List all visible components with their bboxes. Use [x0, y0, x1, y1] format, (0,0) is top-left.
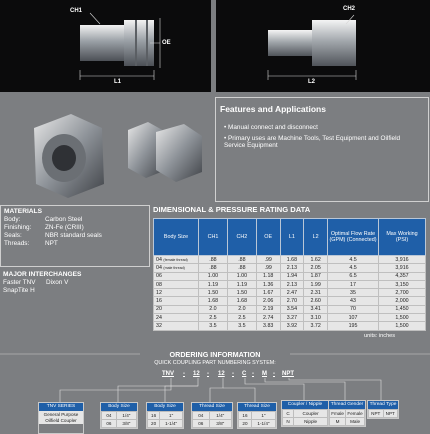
- col-header: L2: [304, 219, 328, 256]
- cell-flow: 195: [328, 322, 379, 330]
- cell-l1: 3.27: [280, 314, 304, 322]
- cell-ch2: 2.5: [227, 314, 256, 322]
- thread-size-box: Thread Size 04 1/4" 06 3/8": [191, 402, 233, 429]
- cell-ch2: 1.50: [227, 289, 256, 297]
- thread-note: (male thread): [163, 265, 185, 270]
- callout-ch1: CH1: [70, 8, 83, 14]
- cell-l2: 2.05: [304, 264, 328, 272]
- pn-sep: -: [232, 371, 234, 377]
- part-number-thread-type: NPT: [282, 371, 294, 377]
- series-box: TNV SERIES General Purpose Oilfield Coupler: [38, 402, 84, 434]
- col-header: L1: [280, 219, 304, 256]
- cell-psi: 1,500: [379, 322, 426, 330]
- coupler-drawing: [0, 0, 211, 92]
- table-row: [154, 272, 426, 280]
- thread-gender-box: Thread Gender Fmale Female M Male: [328, 400, 366, 427]
- cell-oe: 2.74: [256, 314, 280, 322]
- cell-l1: 2.47: [280, 289, 304, 297]
- series-description: General Purpose Oilfield Coupler: [39, 411, 83, 424]
- part-number-body-size: 12: [193, 371, 200, 377]
- cell-l1: 2.13: [280, 280, 304, 288]
- material-row: Seals: NBR standard seals: [4, 232, 102, 239]
- cell-l1: 2.13: [280, 264, 304, 272]
- col-header: Optimal Flow Rate (GPM) (Connected): [328, 219, 379, 256]
- body-size-box: Body Size 04 1/4" 06 3/8": [100, 402, 138, 429]
- col-header: CH1: [199, 219, 228, 256]
- cell-psi: 1,450: [379, 305, 426, 313]
- cell-ch1: 2.5: [199, 314, 228, 322]
- material-row: Body: Carbon Steel: [4, 216, 83, 223]
- cell-l2: 1.62: [304, 256, 328, 264]
- units-note: units: inches: [364, 333, 396, 339]
- dimension-table: [153, 218, 426, 331]
- cell-ch2: 3.5: [227, 322, 256, 330]
- cell-flow: 35: [328, 289, 379, 297]
- cell-ch2: 1.19: [227, 280, 256, 288]
- part-number-series: TNV: [162, 371, 174, 377]
- callout-oe: OE: [162, 40, 171, 46]
- part-number-thread-size: 12: [218, 371, 225, 377]
- cell-flow: 4.5: [328, 256, 379, 264]
- dimension-table-title: DIMENSIONAL & PRESSURE RATING DATA: [153, 205, 311, 214]
- table-row: [154, 314, 426, 322]
- assembly-drawing: [16, 98, 208, 202]
- col-header: Max Working (PSI): [379, 219, 426, 256]
- product-assembly-photo: [16, 98, 208, 202]
- cell-flow: 6.5: [328, 272, 379, 280]
- cell-flow: 17: [328, 280, 379, 288]
- pn-sep: -: [273, 371, 275, 377]
- pn-sep: -: [207, 371, 209, 377]
- feature-item: • Manual connect and disconnect: [224, 124, 318, 131]
- coupler-photo: [0, 0, 211, 92]
- features-title: Features and Applications: [220, 104, 326, 114]
- features-panel: [215, 97, 429, 202]
- cell-psi: 3,916: [379, 264, 426, 272]
- materials-panel: [0, 205, 150, 340]
- interchange-row: SnapTite H: [3, 287, 35, 294]
- table-row: [154, 297, 426, 305]
- cell-flow: 4.5: [328, 264, 379, 272]
- nipple-stem: [268, 30, 312, 56]
- body-size-cell: 20: [154, 305, 199, 313]
- cell-psi: 3,916: [379, 256, 426, 264]
- table-header-row: [154, 219, 426, 256]
- cell-l1: 3.92: [280, 322, 304, 330]
- cell-l1: 2.70: [280, 297, 304, 305]
- cell-oe: 1.36: [256, 280, 280, 288]
- body-size-cell: 32: [154, 322, 199, 330]
- cell-oe: 1.18: [256, 272, 280, 280]
- cell-psi: 3,150: [379, 280, 426, 288]
- ordering-subtitle: QUICK COUPLING PART NUMBERING SYSTEM:: [154, 360, 276, 366]
- cell-ch2: 1.00: [227, 272, 256, 280]
- pn-sep: -: [252, 371, 254, 377]
- col-header: Body Size: [154, 219, 199, 256]
- cell-ch1: 1.50: [199, 289, 228, 297]
- col-header: OE: [256, 219, 280, 256]
- table-row: [154, 264, 426, 272]
- cell-ch2: 2.0: [227, 305, 256, 313]
- cell-ch1: 1.19: [199, 280, 228, 288]
- cell-psi: 2,000: [379, 297, 426, 305]
- feature-item: • Primary uses are Machine Tools, Test Equipment and Oilfield Service Equipment: [224, 134, 401, 150]
- cell-flow: 70: [328, 305, 379, 313]
- body-size-cell: 08: [154, 280, 199, 288]
- interchange-row: Faster TNV Dixon V: [3, 279, 69, 286]
- cell-ch1: 1.00: [199, 272, 228, 280]
- table-row: [154, 280, 426, 288]
- cell-l2: 2.31: [304, 289, 328, 297]
- material-row: Finishing: ZN-Fe (CRIII): [4, 224, 84, 231]
- part-number-type: C: [242, 371, 247, 377]
- coupler-hex: [80, 25, 124, 61]
- cell-psi: 2,700: [379, 289, 426, 297]
- nipple-photo: [216, 0, 430, 92]
- nipple-drawing: [216, 0, 430, 92]
- cell-oe: 3.83: [256, 322, 280, 330]
- cell-l1: 1.68: [280, 256, 304, 264]
- cell-psi: 4,357: [379, 272, 426, 280]
- cell-l2: 1.87: [304, 272, 328, 280]
- ordering-title: ORDERING INFORMATION: [169, 350, 261, 359]
- thread-size-box-2: Thread Size 16 1" 20 1-1/4": [237, 402, 277, 429]
- coupler-nipple-box: Coupler / Nipple C Coupler N Nipple: [281, 400, 329, 427]
- cell-flow: 107: [328, 314, 379, 322]
- thread-note: (female thread): [163, 257, 188, 262]
- body-size-cell: 12: [154, 289, 199, 297]
- col-header: CH2: [227, 219, 256, 256]
- cell-l2: 3.10: [304, 314, 328, 322]
- callout-l1: L1: [114, 79, 122, 85]
- body-size-cell: 04 (male thread): [154, 264, 199, 272]
- nipple-hex: [312, 20, 356, 66]
- cell-ch1: 1.68: [199, 297, 228, 305]
- cell-oe: .99: [256, 264, 280, 272]
- table-row: [154, 289, 426, 297]
- cell-oe: 2.06: [256, 297, 280, 305]
- cell-ch2: .88: [227, 264, 256, 272]
- body-size-cell: 16: [154, 297, 199, 305]
- cell-l2: 2.60: [304, 297, 328, 305]
- cell-ch2: 1.68: [227, 297, 256, 305]
- cell-l2: 3.41: [304, 305, 328, 313]
- cell-l2: 1.99: [304, 280, 328, 288]
- body-size-cell: 04 (female thread): [154, 256, 199, 264]
- pn-sep: -: [183, 371, 185, 377]
- material-row: Threads: NPT: [4, 240, 58, 247]
- features-list: [224, 124, 422, 153]
- table-row: [154, 305, 426, 313]
- callout-l2: L2: [308, 79, 316, 85]
- cell-flow: 43: [328, 297, 379, 305]
- coupler-sleeve: [124, 20, 154, 66]
- cell-oe: 1.67: [256, 289, 280, 297]
- thread-type-box: Thread Type NPT NPT: [367, 400, 399, 419]
- body-size-cell: 24: [154, 314, 199, 322]
- body-size-box-2: Body Size 16 1" 20 1-1/4": [146, 402, 184, 429]
- cell-ch2: .88: [227, 256, 256, 264]
- cell-ch1: .88: [199, 264, 228, 272]
- body-size-cell: 06: [154, 272, 199, 280]
- cell-ch1: 2.0: [199, 305, 228, 313]
- interchanges-title: MAJOR INTERCHANGES: [3, 271, 82, 278]
- cell-l1: 3.54: [280, 305, 304, 313]
- materials-title: MATERIALS: [4, 208, 42, 215]
- table-row: [154, 256, 426, 264]
- cell-l2: 3.72: [304, 322, 328, 330]
- part-number-gender: M: [262, 371, 267, 377]
- cell-oe: .99: [256, 256, 280, 264]
- cell-l1: 1.94: [280, 272, 304, 280]
- callout-ch2: CH2: [343, 6, 356, 12]
- cell-psi: 1,500: [379, 314, 426, 322]
- table-row: [154, 322, 426, 330]
- cell-ch1: .88: [199, 256, 228, 264]
- cell-oe: 2.19: [256, 305, 280, 313]
- cell-ch1: 3.5: [199, 322, 228, 330]
